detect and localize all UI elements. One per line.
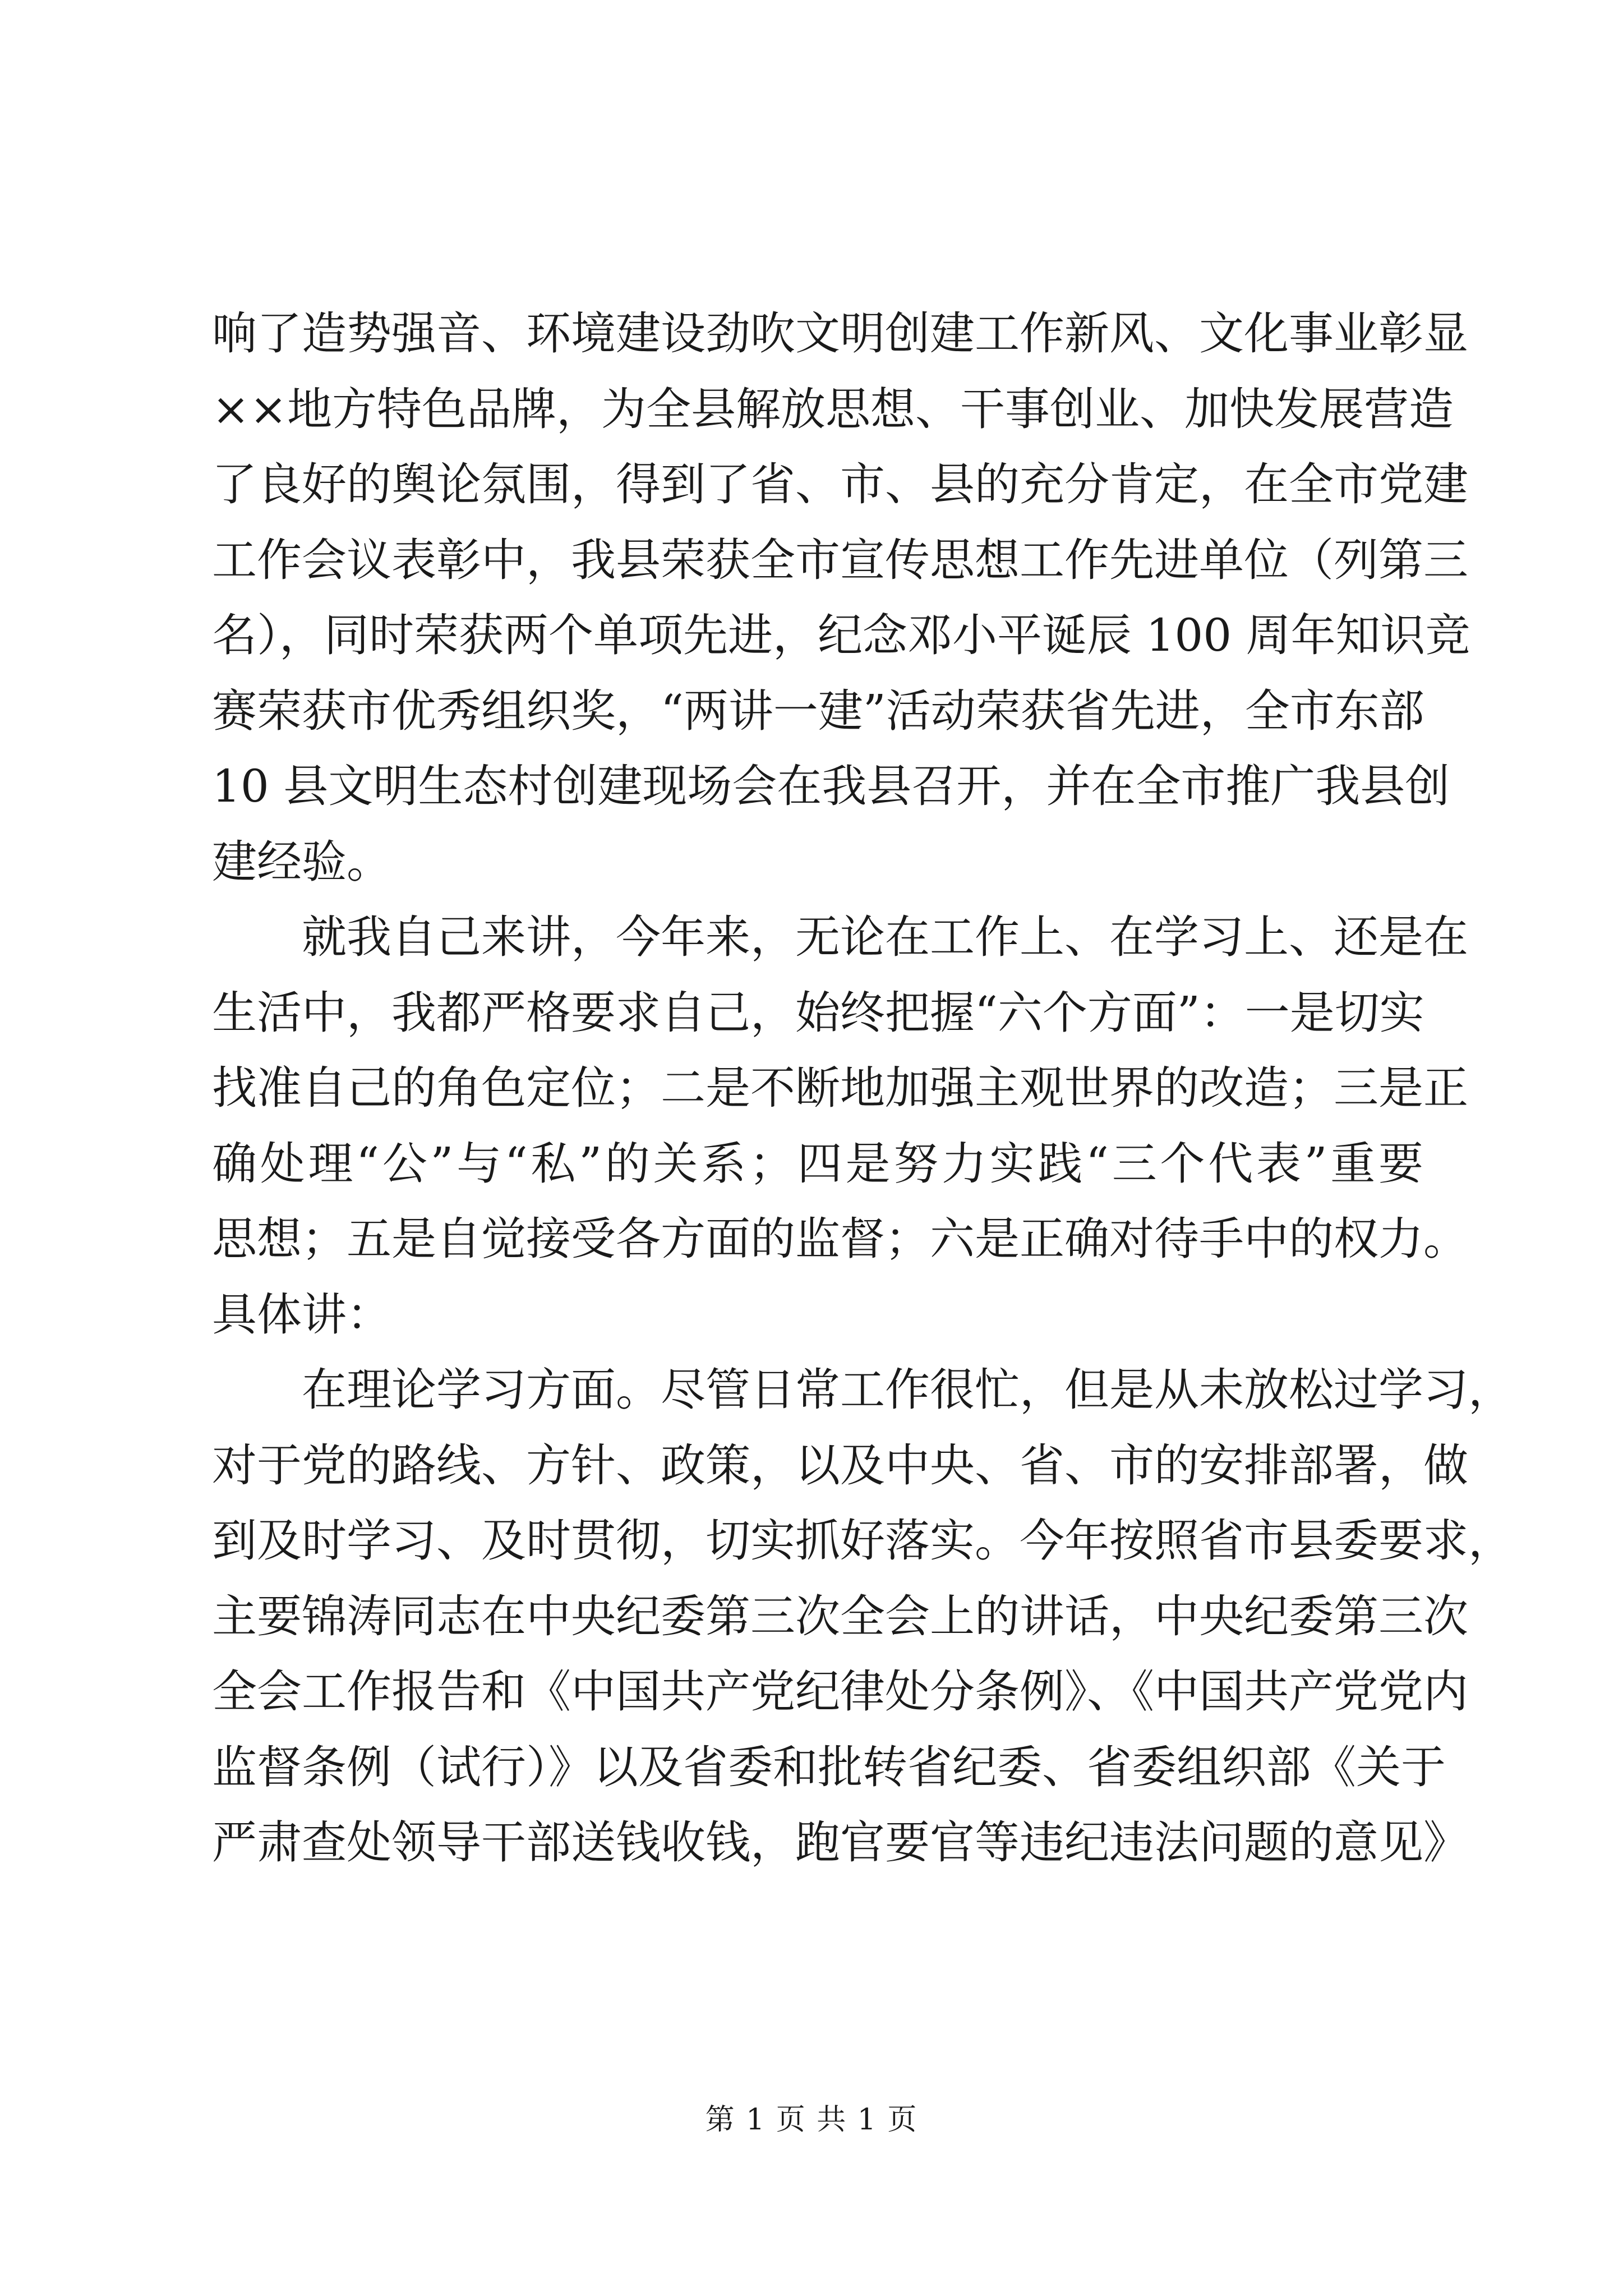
text-line: 在理论学习方面。尽管日常工作很忙，但是从未放松过学习， bbox=[212, 1364, 1513, 1416]
text-line: 确处理“公”与“私”的关系；四是努力实践“三个代表”重要 bbox=[212, 1137, 1423, 1190]
text-line: ××地方特色品牌，为全县解放思想、干事创业、加快发展营造 bbox=[212, 383, 1454, 435]
text-line: 建经验。 bbox=[212, 835, 391, 888]
text-line: 严肃查处领导干部送钱收钱，跑官要官等违纪违法问题的意见》 bbox=[212, 1816, 1468, 1869]
text-line: 了良好的舆论氛围，得到了省、市、县的充分肯定，在全市党建 bbox=[212, 458, 1468, 510]
text-line: 监督条例（试行）》以及省委和批转省纪委、省委组织部《关于 bbox=[212, 1741, 1446, 1793]
text-line: 思想；五是自觉接受各方面的监督；六是正确对待手中的权力。 bbox=[212, 1213, 1468, 1265]
text-line: 工作会议表彰中，我县荣获全市宣传思想工作先进单位（列第三 bbox=[212, 533, 1468, 586]
text-line: 生活中，我都严格要求自己，始终把握“六个方面”：一是切实 bbox=[212, 986, 1424, 1039]
text-line: 找准自己的角色定位；二是不断地加强主观世界的改造；三是正 bbox=[212, 1062, 1468, 1114]
page-footer: 第 1 页 共 1 页 bbox=[705, 2103, 918, 2137]
text-line: 响了造势强音、环境建设劲吹文明创建工作新风、文化事业彰显 bbox=[212, 307, 1468, 360]
text-line: 10 县文明生态村创建现场会在我县召开，并在全市推广我县创 bbox=[212, 760, 1450, 812]
document-body bbox=[212, 296, 1513, 1881]
text-line: 主要锦涛同志在中央纪委第三次全会上的讲话，中央纪委第三次 bbox=[212, 1590, 1468, 1642]
text-line: 全会工作报告和《中国共产党纪律处分条例》、《中国共产党党内 bbox=[212, 1665, 1468, 1718]
text-line: 就我自己来讲，今年来，无论在工作上、在学习上、还是在 bbox=[212, 911, 1468, 963]
text-line: 赛荣获市优秀组织奖，“两讲一建”活动荣获省先进，全市东部 bbox=[212, 684, 1424, 737]
text-line: 名），同时荣获两个单项先进，纪念邓小平诞辰 100 周年知识竞 bbox=[212, 609, 1470, 661]
text-line: 具体讲： bbox=[212, 1288, 391, 1341]
text-line: 到及时学习、及时贯彻，切实抓好落实。今年按照省市县委要求， bbox=[212, 1515, 1513, 1567]
text-line: 对于党的路线、方针、政策，以及中央、省、市的安排部署，做 bbox=[212, 1439, 1468, 1492]
